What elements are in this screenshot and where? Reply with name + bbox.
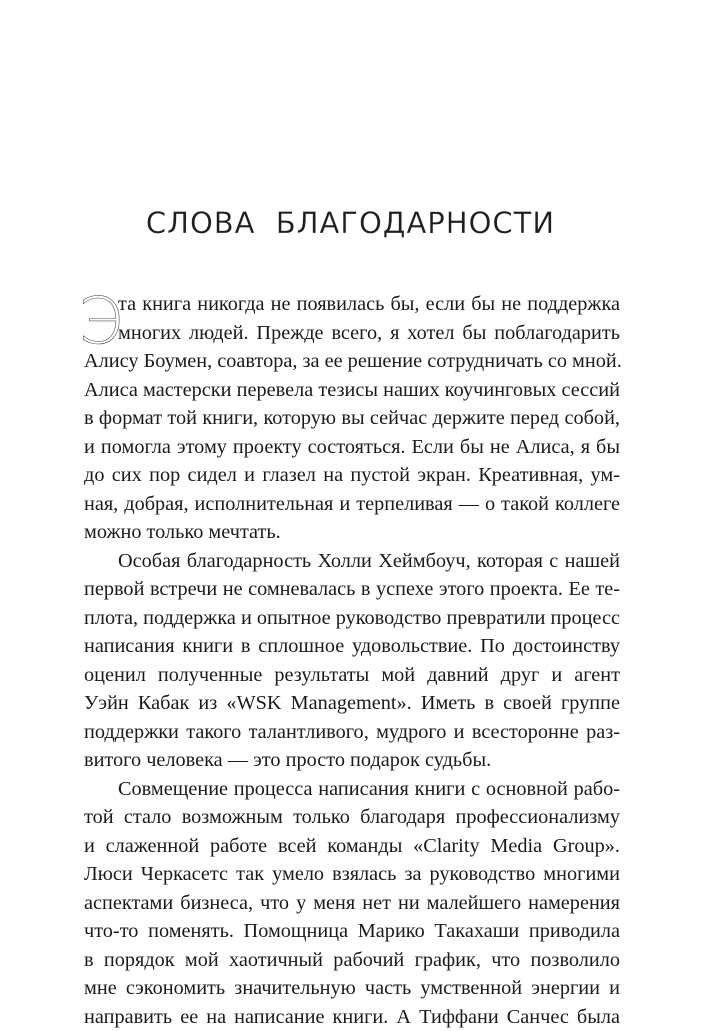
- text-line: написания книги в сплошное удовольствие. По достоинству: [84, 632, 620, 661]
- text-line: поддержки такого талантливого, мудрого и всесторонне раз-: [84, 718, 620, 747]
- text-line: Особая благодарность Холли Хеймбоуч, которая с нашей: [84, 547, 620, 576]
- text-line: Уэйн Кабак из «WSK Management». Иметь в своей группе: [84, 689, 620, 718]
- text-line: Люси Черкасетс так умело взялась за руководство многими: [84, 860, 620, 889]
- text-line: та книга никогда не появилась бы, если бы не поддержка: [84, 290, 620, 319]
- paragraph-1: [84, 290, 620, 547]
- text-line: плота, поддержка и опытное руководство превратили процесс: [84, 604, 620, 633]
- text-line: можно только мечтать.: [84, 518, 620, 547]
- text-line: Совмещение процесса написания книги с основной рабо-: [84, 775, 620, 804]
- text-line: и слаженной работе всей команды «Clarity Media Group».: [84, 832, 620, 861]
- text-line: аспектами бизнеса, что у меня нет ни малейшего намерения: [84, 889, 620, 918]
- text-line: в порядок мой хаотичный рабочий график, что позволило: [84, 946, 620, 975]
- text-line: до сих пор сидел и глазел на пустой экран. Креативная, ум-: [84, 461, 620, 490]
- text-line: ная, добрая, исполнительная и терпеливая — о такой коллеге: [84, 490, 620, 519]
- body-text: [84, 290, 620, 1031]
- text-line: той стало возможным только благодаря профессионализму: [84, 803, 620, 832]
- text-line: мне сэкономить значительную часть умственной энергии и: [84, 974, 620, 1003]
- text-line: Алису Боумен, соавтора, за ее решение сотрудничать со мной.: [84, 347, 620, 376]
- text-line: в формат той книги, которую вы сейчас держите перед собой,: [84, 404, 620, 433]
- text-line: витого человека — это просто подарок судьбы.: [84, 746, 620, 775]
- text-line: многих людей. Прежде всего, я хотел бы поблагодарить: [84, 319, 620, 348]
- paragraph-3: [84, 775, 620, 1031]
- text-line: Алиса мастерски перевела тезисы наших коучинговых сессий: [84, 376, 620, 405]
- text-line: первой встречи не сомневалась в успехе этого проекта. Ее те-: [84, 575, 620, 604]
- text-line: оценил полученные результаты мой давний друг и агент: [84, 661, 620, 690]
- text-line: и помогла этому проекту состояться. Если бы не Алиса, я бы: [84, 433, 620, 462]
- text-line: направить ее на написание книги. А Тиффани Санчес была: [84, 1003, 620, 1031]
- paragraph-2: [84, 547, 620, 775]
- page-title: СЛОВА БЛАГОДАРНОСТИ: [0, 206, 701, 240]
- text-line: что-то поменять. Помощница Марико Такахаши приводила: [84, 917, 620, 946]
- drop-cap: Э: [78, 292, 123, 352]
